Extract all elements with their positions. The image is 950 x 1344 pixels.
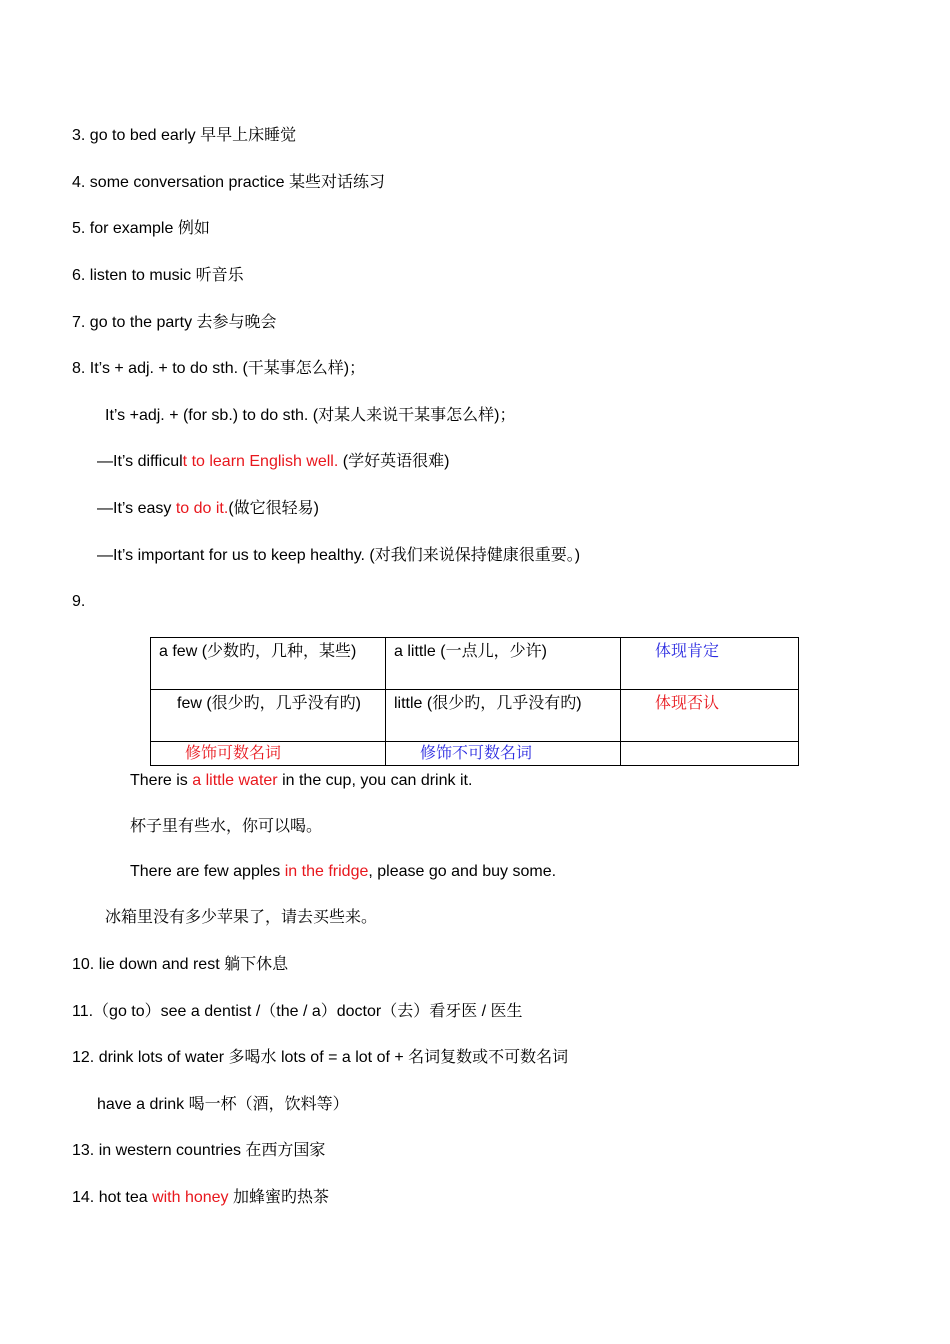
sentence-text: , please go and buy some. — [368, 863, 557, 880]
table-row — [151, 742, 799, 766]
sentence-translation: 冰箱里没有多少苹果了，请去买些来。 — [105, 909, 378, 926]
item-3: 3. go to bed early 早早上床睡觉 — [72, 127, 297, 144]
sentence-text: There is — [130, 772, 193, 789]
sentence-highlight: a little water — [192, 772, 278, 789]
item-5: 5. for example 例如 — [72, 220, 210, 237]
item-text: 14. hot tea — [72, 1189, 153, 1206]
item-8-pattern: It’s +adj. + (for sb.) to do sth. (对某人来说干某事怎么样)； — [105, 407, 516, 424]
example-text: —It’s easy — [97, 500, 176, 517]
example-text: —It’s difficul — [97, 453, 183, 470]
example-important: —It’s important for us to keep healthy. (对我们来说保持健康很重要。) — [97, 547, 581, 564]
example-highlight: to do it. — [175, 500, 229, 517]
item-12-extra: have a drink 喝一杯（酒，饮料等） — [97, 1096, 349, 1113]
example-translation: (学好英语很难) — [338, 453, 450, 470]
example-easy — [97, 499, 319, 519]
table-row — [151, 690, 799, 742]
item-12: 12. drink lots of water 多喝水 lots of = a lot of + 名词复数或不可数名词 — [72, 1049, 569, 1066]
item-9: 9. — [72, 593, 86, 610]
few-little-table — [150, 637, 799, 766]
item-14 — [72, 1188, 329, 1208]
sentence-translation: 杯子里有些水，你可以喝。 — [130, 818, 323, 835]
table-cell: 修饰可数名词 — [151, 742, 386, 766]
table-cell: a few (少数旳，几种，某些) — [151, 638, 386, 690]
table-row — [151, 638, 799, 690]
item-10: 10. lie down and rest 躺下休息 — [72, 956, 289, 973]
item-4: 4. some conversation practice 某些对话练习 — [72, 174, 385, 191]
item-13: 13. in western countries 在西方国家 — [72, 1142, 326, 1159]
item-highlight: with honey — [152, 1189, 229, 1206]
item-6: 6. listen to music 听音乐 — [72, 267, 244, 284]
table-cell: 修饰不可数名词 — [386, 742, 621, 766]
table-cell: few (很少旳，几乎没有旳) — [151, 690, 386, 742]
sentence-text: in the cup, you can drink it. — [277, 772, 473, 789]
example-highlight: t to learn English well. — [182, 453, 339, 470]
table-cell: 体现肯定 — [621, 638, 799, 690]
item-7: 7. go to the party 去参与晚会 — [72, 314, 277, 331]
table-cell: 体现否认 — [621, 690, 799, 742]
sentence-highlight: in the fridge — [284, 863, 369, 880]
item-8: 8. It’s + adj. + to do sth. (干某事怎么样)； — [72, 360, 366, 377]
table-cell — [621, 742, 799, 766]
item-translation: 加蜂蜜旳热茶 — [228, 1189, 330, 1206]
sentence-text: There are few apples — [130, 863, 285, 880]
example-difficult — [97, 452, 449, 472]
table-cell: little (很少旳，几乎没有旳) — [386, 690, 621, 742]
example-translation: (做它很轻易) — [228, 500, 319, 517]
table-cell: a little (一点儿，少许) — [386, 638, 621, 690]
sentence-few-apples — [130, 862, 556, 882]
item-11: 11.（go to）see a dentist /（the / a）doctor（去）看牙医 / 医生 — [72, 1003, 523, 1020]
sentence-little-water — [130, 771, 472, 791]
